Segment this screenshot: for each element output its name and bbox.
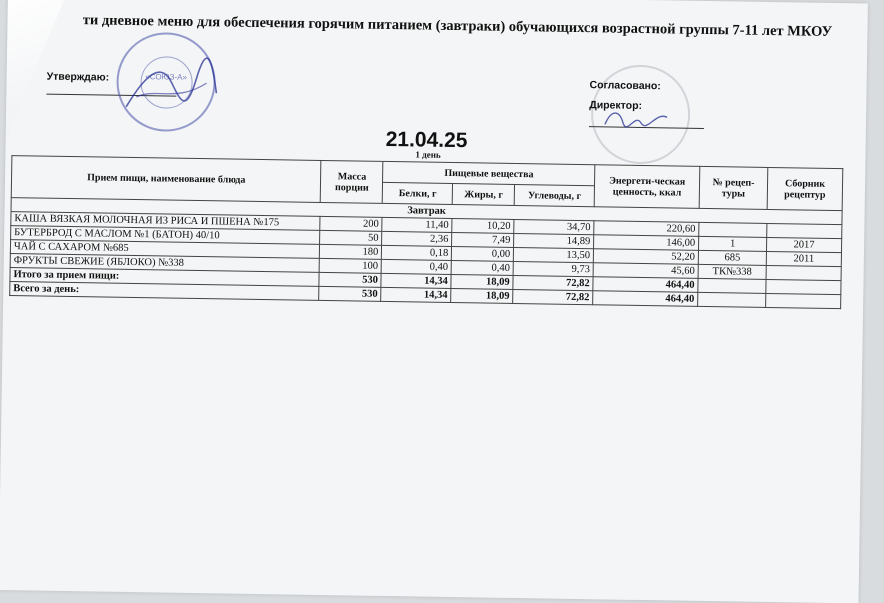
dish-name: БУТЕРБРОД С МАСЛОМ №1 (БАТОН) 40/10 bbox=[11, 226, 321, 245]
dish-mass: 50 bbox=[320, 230, 382, 245]
dish-mass: 200 bbox=[320, 216, 382, 231]
dish-mass: 100 bbox=[320, 258, 382, 273]
dish-protein: 0,18 bbox=[382, 245, 452, 260]
section-breakfast: Завтрак bbox=[11, 198, 842, 225]
header-carbs: Углеводы, г bbox=[514, 184, 594, 206]
dish-fat: 0,40 bbox=[451, 261, 513, 276]
dish-carbs: 14,89 bbox=[514, 233, 594, 248]
dish-recipe: 685 bbox=[698, 250, 766, 265]
director-label: Директор: bbox=[589, 99, 643, 112]
dish-energy: 52,20 bbox=[593, 249, 698, 265]
dish-collection: 2017 bbox=[766, 237, 841, 252]
day-total-energy: 464,40 bbox=[593, 291, 698, 307]
day-total-mass: 530 bbox=[319, 286, 381, 301]
dish-protein: 11,40 bbox=[382, 217, 452, 232]
dish-fat: 10,20 bbox=[452, 219, 514, 234]
dish-name: ЧАЙ С САХАРОМ №685 bbox=[10, 240, 320, 259]
header-collection: Сборник рецептур bbox=[767, 167, 843, 210]
meal-total-carbs: 72,82 bbox=[513, 275, 593, 290]
agreed-label: Согласовано: bbox=[589, 79, 661, 93]
menu-title: ти дневное меню для обеспечения горячим питанием (завтраки) обучающихся возрастной группы 7-11 лет МКОУ bbox=[82, 12, 833, 40]
dish-collection bbox=[766, 265, 841, 280]
dish-collection bbox=[767, 223, 842, 238]
dish-energy: 220,60 bbox=[594, 221, 699, 237]
dish-name: КАША ВЯЗКАЯ МОЛОЧНАЯ ИЗ РИСА И ПШЕНА №175 bbox=[11, 212, 321, 231]
director-signature bbox=[601, 104, 671, 133]
dish-collection: 2011 bbox=[766, 251, 841, 266]
dish-recipe: ТК№338 bbox=[698, 264, 766, 279]
dish-carbs: 13,50 bbox=[514, 247, 594, 262]
header-protein: Белки, г bbox=[383, 182, 453, 204]
meal-total-energy: 464,40 bbox=[593, 277, 698, 293]
dish-carbs: 34,70 bbox=[514, 219, 594, 234]
dish-fat: 7,49 bbox=[452, 233, 514, 248]
header-nutrients: Пищевые вещества bbox=[383, 161, 595, 185]
meal-total-label: Итого за прием пищи: bbox=[10, 268, 320, 287]
day-total-protein: 14,34 bbox=[381, 287, 451, 302]
dish-mass: 180 bbox=[320, 244, 382, 259]
day-total-carbs: 72,82 bbox=[513, 289, 593, 304]
menu-table bbox=[9, 155, 843, 309]
meal-total-fat: 18,09 bbox=[451, 274, 513, 289]
menu-day: 1 день bbox=[415, 149, 441, 160]
approve-label: Утверждаю: bbox=[46, 70, 110, 84]
approve-signature bbox=[116, 52, 227, 124]
dish-fat: 0,00 bbox=[452, 247, 514, 262]
dish-protein: 2,36 bbox=[382, 231, 452, 246]
dish-recipe: 1 bbox=[699, 236, 767, 251]
header-dish: Прием пищи, наименование блюда bbox=[11, 156, 321, 203]
header-mass: Масса порции bbox=[321, 160, 384, 203]
header-fat: Жиры, г bbox=[452, 184, 514, 206]
meal-total-mass: 530 bbox=[319, 272, 381, 287]
menu-date: 21.04.25 bbox=[385, 127, 468, 153]
dish-recipe bbox=[699, 222, 767, 237]
dish-carbs: 9,73 bbox=[513, 261, 593, 276]
day-total-fat: 18,09 bbox=[451, 288, 513, 303]
meal-total-protein: 14,34 bbox=[381, 273, 451, 288]
stamp-text: «СОЮЗ-А» bbox=[145, 72, 188, 82]
header-energy: Энергети-ческая ценность, ккал bbox=[594, 165, 700, 209]
header-recipe-no: № рецеп-туры bbox=[699, 166, 768, 209]
dish-energy: 146,00 bbox=[594, 235, 699, 251]
dish-energy: 45,60 bbox=[593, 263, 698, 279]
day-total-label: Всего за день: bbox=[10, 282, 320, 301]
dish-protein: 0,40 bbox=[381, 259, 451, 274]
dish-name: ФРУКТЫ СВЕЖИЕ (ЯБЛОКО) №338 bbox=[10, 254, 320, 273]
